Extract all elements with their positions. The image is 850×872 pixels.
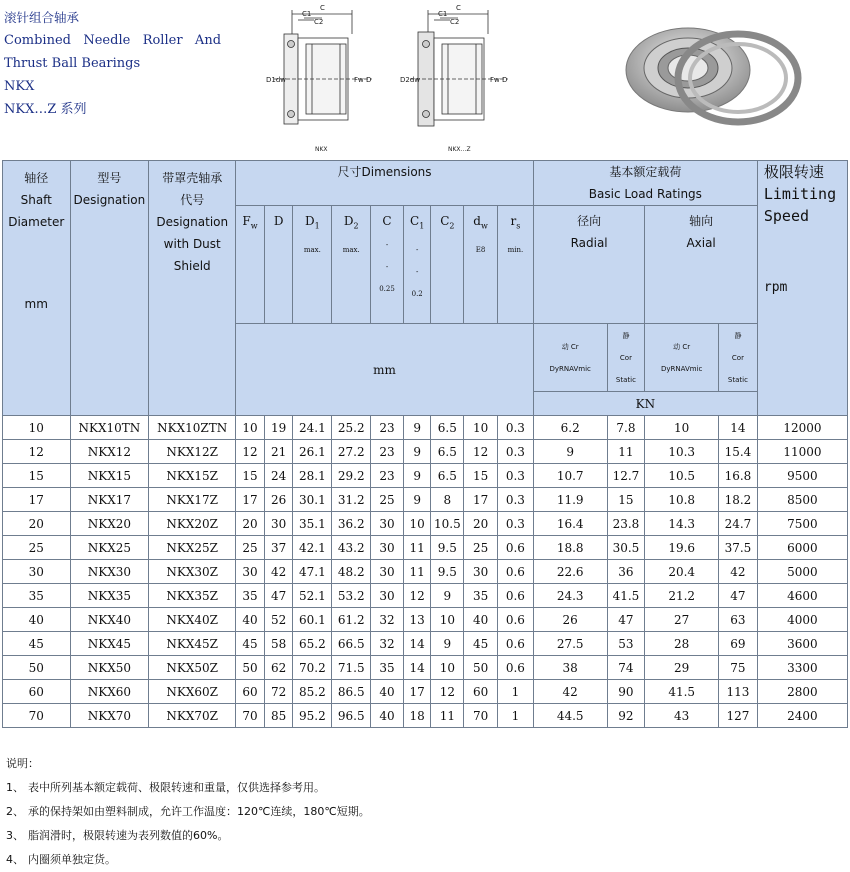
cell-limiting-speed: 2800 [757,680,847,704]
cell-c2: 9 [431,584,464,608]
dim-c2-label: C2 [314,18,324,26]
cell-axial-cor: 113 [719,680,758,704]
header-dim-unit: mm [236,324,534,416]
cell-axial-cr: 29 [645,656,719,680]
cell-c1: 9 [403,440,431,464]
cell-fw: 70 [236,704,265,728]
cell-radial-cor: 90 [607,680,645,704]
header-axial-static: 静 Cor Static [719,324,758,392]
cell-dw: 20 [464,512,498,536]
cell-shaft: 15 [3,464,71,488]
table-row [3,704,848,728]
cell-d: 19 [264,416,293,440]
cell-designation: NKX35 [70,584,149,608]
header-fw: $F_w$ [236,206,265,324]
cell-dw: 12 [464,440,498,464]
cell-rs: 0.3 [497,464,533,488]
cell-fw: 35 [236,584,265,608]
cell-c2: 11 [431,704,464,728]
cell-axial-cr: 10.8 [645,488,719,512]
dim-fwd-label: Fw D [354,76,372,84]
cell-limiting-speed: 2400 [757,704,847,728]
cell-dw: 15 [464,464,498,488]
nkxz-section-diagram [398,4,518,132]
cell-limiting-speed: 8500 [757,488,847,512]
table-row [3,416,848,440]
cell-d2: 61.2 [332,608,371,632]
spec-table-body [3,416,848,728]
cell-c2: 6.5 [431,440,464,464]
header-load-unit: KN [533,392,757,416]
cell-c1: 9 [403,464,431,488]
nkx-diagram-label: NKX [315,146,328,153]
cell-radial-cor: 36 [607,560,645,584]
cell-axial-cr: 21.2 [645,584,719,608]
cell-d: 72 [264,680,293,704]
cell-c2: 9.5 [431,560,464,584]
cell-c1: 9 [403,488,431,512]
dim-c1-label-z: C1 [438,10,448,18]
cell-c: 32 [371,608,404,632]
cell-axial-cr: 28 [645,632,719,656]
cell-radial-cor: 12.7 [607,464,645,488]
cell-d2: 31.2 [332,488,371,512]
cell-radial-cor: 53 [607,632,645,656]
cell-radial-cor: 47 [607,608,645,632]
cell-designation: NKX45 [70,632,149,656]
cell-axial-cor: 18.2 [719,488,758,512]
cell-dust-designation: NKX17Z [149,488,236,512]
table-row [3,440,848,464]
cell-rs: 0.6 [497,656,533,680]
cell-d2: 25.2 [332,416,371,440]
cell-shaft: 60 [3,680,71,704]
cell-limiting-speed: 5000 [757,560,847,584]
cell-shaft: 35 [3,584,71,608]
cell-dust-designation: NKX45Z [149,632,236,656]
cell-c2: 10 [431,656,464,680]
cell-c: 40 [371,704,404,728]
table-row [3,536,848,560]
cell-d: 30 [264,512,293,536]
cell-radial-cr: 42 [533,680,607,704]
cell-radial-cr: 6.2 [533,416,607,440]
cell-d1: 35.1 [293,512,332,536]
cell-radial-cor: 30.5 [607,536,645,560]
cell-designation: NKX50 [70,656,149,680]
cell-limiting-speed: 3600 [757,632,847,656]
cell-radial-cr: 26 [533,608,607,632]
header-dw: $d_w$ E8 [464,206,498,324]
cell-shaft: 25 [3,536,71,560]
title-en-line1: Combined Needle Roller And [4,33,222,48]
cell-d2: 66.5 [332,632,371,656]
bearing-photo [618,10,808,130]
cell-designation: NKX60 [70,680,149,704]
cell-c: 32 [371,632,404,656]
title-cn: 滚针组合轴承 [4,10,80,25]
cell-axial-cr: 10.3 [645,440,719,464]
cell-axial-cr: 10.5 [645,464,719,488]
note-item-3: 3、 脂润滑时，极限转速为表列数值的60%。 [6,829,229,842]
cell-designation: NKX25 [70,536,149,560]
cell-axial-cor: 37.5 [719,536,758,560]
table-row [3,488,848,512]
cell-dw: 30 [464,560,498,584]
cell-axial-cr: 41.5 [645,680,719,704]
cell-axial-cor: 75 [719,656,758,680]
cell-axial-cor: 16.8 [719,464,758,488]
cell-c: 40 [371,680,404,704]
cell-radial-cr: 9 [533,440,607,464]
table-row [3,560,848,584]
cell-c1: 13 [403,608,431,632]
cell-fw: 20 [236,512,265,536]
cell-rs: 0.6 [497,632,533,656]
cell-fw: 45 [236,632,265,656]
cell-axial-cr: 20.4 [645,560,719,584]
cell-c2: 10 [431,608,464,632]
cell-c: 30 [371,536,404,560]
dim-c-label: C [320,4,325,12]
note-item-4: 4、 内圈须单独定货。 [6,853,116,866]
cell-dust-designation: NKX60Z [149,680,236,704]
title-block [4,6,221,121]
cell-dw: 45 [464,632,498,656]
cell-c: 25 [371,488,404,512]
cell-dw: 40 [464,608,498,632]
cell-radial-cor: 92 [607,704,645,728]
cell-dust-designation: NKX15Z [149,464,236,488]
cell-c1: 11 [403,560,431,584]
cell-radial-cr: 16.4 [533,512,607,536]
cell-radial-cor: 7.8 [607,416,645,440]
cell-axial-cr: 10 [645,416,719,440]
cell-d2: 36.2 [332,512,371,536]
cell-radial-cor: 23.8 [607,512,645,536]
cell-radial-cr: 44.5 [533,704,607,728]
cell-limiting-speed: 6000 [757,536,847,560]
header-axial-dynamic: 动 Cr DyRNAVmic [645,324,719,392]
cell-dust-designation: NKX12Z [149,440,236,464]
dim-c1-label: C1 [302,10,312,18]
table-row [3,464,848,488]
header-d2: $D_2$ max. [332,206,371,324]
cell-c1: 12 [403,584,431,608]
cell-d1: 42.1 [293,536,332,560]
cell-d2: 29.2 [332,464,371,488]
cell-d: 52 [264,608,293,632]
header-c: C - - 0.25 [371,206,404,324]
cell-axial-cr: 27 [645,608,719,632]
cell-d1: 65.2 [293,632,332,656]
note-item-1: 1、 表中所列基本额定载荷、极限转速和重量，仅供选择参考用。 [6,781,325,794]
cell-designation: NKX15 [70,464,149,488]
cell-d1: 52.1 [293,584,332,608]
cell-limiting-speed: 9500 [757,464,847,488]
cell-rs: 0.3 [497,416,533,440]
cell-c: 30 [371,584,404,608]
table-row [3,656,848,680]
cell-rs: 0.6 [497,560,533,584]
cell-fw: 15 [236,464,265,488]
cell-dw: 10 [464,416,498,440]
cell-limiting-speed: 4600 [757,584,847,608]
cell-d: 26 [264,488,293,512]
cell-rs: 0.6 [497,608,533,632]
cell-c: 30 [371,512,404,536]
table-row [3,680,848,704]
cell-c2: 12 [431,680,464,704]
cell-c: 23 [371,440,404,464]
cell-shaft: 12 [3,440,71,464]
cell-d1: 24.1 [293,416,332,440]
cell-dust-designation: NKX70Z [149,704,236,728]
cell-dust-designation: NKX40Z [149,608,236,632]
header-designation: 型号 Designation [70,161,149,416]
cell-dust-designation: NKX25Z [149,536,236,560]
header-radial-static: 静 Cor Static [607,324,645,392]
header-c1: $C_1$ - - 0.2 [403,206,431,324]
cell-axial-cor: 63 [719,608,758,632]
cell-d1: 60.1 [293,608,332,632]
cell-radial-cor: 74 [607,656,645,680]
header-radial-dynamic: 动 Cr DyRNAVmic [533,324,607,392]
cell-d1: 28.1 [293,464,332,488]
header-radial: 径向 Radial [533,206,644,324]
header-dust-shield: 带罩壳轴承 代号 Designation with Dust Shield [149,161,236,416]
cell-c2: 8 [431,488,464,512]
notes-section [6,752,370,872]
cell-axial-cr: 14.3 [645,512,719,536]
cell-shaft: 17 [3,488,71,512]
cell-c1: 14 [403,632,431,656]
cell-dust-designation: NKX50Z [149,656,236,680]
cell-d1: 30.1 [293,488,332,512]
cell-rs: 0.6 [497,536,533,560]
cell-c: 23 [371,464,404,488]
cell-radial-cr: 38 [533,656,607,680]
cell-axial-cr: 43 [645,704,719,728]
cell-fw: 50 [236,656,265,680]
cell-axial-cor: 24.7 [719,512,758,536]
cell-rs: 1 [497,680,533,704]
dim-fwd-label-z: Fw D [490,76,508,84]
cell-c2: 10.5 [431,512,464,536]
header-d1: $D_1$ max. [293,206,332,324]
table-row [3,608,848,632]
cell-radial-cor: 41.5 [607,584,645,608]
nkxz-diagram-label: NKX…Z [448,146,471,153]
dim-d2dw-label: D2dw [400,76,421,84]
cell-shaft: 50 [3,656,71,680]
cell-radial-cr: 11.9 [533,488,607,512]
cell-d: 58 [264,632,293,656]
cell-d1: 70.2 [293,656,332,680]
cell-radial-cr: 27.5 [533,632,607,656]
cell-d1: 47.1 [293,560,332,584]
cell-dw: 70 [464,704,498,728]
cell-designation: NKX30 [70,560,149,584]
cell-fw: 25 [236,536,265,560]
cell-designation: NKX10TN [70,416,149,440]
cell-c2: 6.5 [431,464,464,488]
cell-limiting-speed: 12000 [757,416,847,440]
cell-shaft: 20 [3,512,71,536]
cell-axial-cor: 14 [719,416,758,440]
cell-radial-cor: 11 [607,440,645,464]
series-nkxz: NKX…Z 系列 [4,102,87,117]
nkx-section-diagram [262,4,382,132]
cell-fw: 30 [236,560,265,584]
header-dimensions: 尺寸Dimensions [236,161,534,206]
cell-designation: NKX70 [70,704,149,728]
cell-d1: 95.2 [293,704,332,728]
cell-d2: 43.2 [332,536,371,560]
cell-radial-cr: 18.8 [533,536,607,560]
header-limiting-speed: 极限转速 Limiting Speed rpm [757,161,847,416]
cell-d: 37 [264,536,293,560]
cell-d1: 26.1 [293,440,332,464]
cell-rs: 0.3 [497,512,533,536]
cell-c1: 18 [403,704,431,728]
cell-d2: 27.2 [332,440,371,464]
cell-c1: 9 [403,416,431,440]
cell-rs: 0.3 [497,440,533,464]
header-rs: $r_s$ min. [497,206,533,324]
cell-dw: 35 [464,584,498,608]
note-item-2: 2、 承的保持架如由塑料制成，允许工作温度：120℃连续，180℃短期。 [6,805,370,818]
dim-c-label-z: C [456,4,461,12]
cell-rs: 0.6 [497,584,533,608]
header-d: D [264,206,293,324]
header-c2: $C_2$ [431,206,464,324]
cell-c1: 14 [403,656,431,680]
cell-dw: 17 [464,488,498,512]
cell-c2: 6.5 [431,416,464,440]
cell-radial-cr: 10.7 [533,464,607,488]
header-axial: 轴向 Axial [645,206,758,324]
cell-axial-cor: 47 [719,584,758,608]
cell-d: 85 [264,704,293,728]
cell-limiting-speed: 7500 [757,512,847,536]
cell-dw: 25 [464,536,498,560]
bearing-spec-table [2,160,848,728]
table-row [3,512,848,536]
cell-shaft: 10 [3,416,71,440]
cell-limiting-speed: 11000 [757,440,847,464]
cell-c: 23 [371,416,404,440]
cell-shaft: 40 [3,608,71,632]
header-shaft-diameter: 轴径 Shaft Diameter mm [3,161,71,416]
cell-limiting-speed: 3300 [757,656,847,680]
cell-d: 62 [264,656,293,680]
cell-c1: 17 [403,680,431,704]
cell-dust-designation: NKX20Z [149,512,236,536]
cell-radial-cr: 24.3 [533,584,607,608]
cell-axial-cr: 19.6 [645,536,719,560]
cell-d2: 86.5 [332,680,371,704]
cell-limiting-speed: 4000 [757,608,847,632]
cell-d: 47 [264,584,293,608]
cell-d2: 53.2 [332,584,371,608]
cell-d: 42 [264,560,293,584]
cell-d1: 85.2 [293,680,332,704]
cell-d: 21 [264,440,293,464]
cell-d: 24 [264,464,293,488]
table-row [3,632,848,656]
cell-d2: 96.5 [332,704,371,728]
cell-dw: 60 [464,680,498,704]
cell-fw: 10 [236,416,265,440]
cell-shaft: 45 [3,632,71,656]
table-row [3,584,848,608]
cell-designation: NKX20 [70,512,149,536]
dim-c2-label-z: C2 [450,18,460,26]
cell-axial-cor: 42 [719,560,758,584]
cell-fw: 40 [236,608,265,632]
cell-shaft: 30 [3,560,71,584]
cell-fw: 12 [236,440,265,464]
cell-dust-designation: NKX10ZTN [149,416,236,440]
notes-heading: 说明： [6,757,39,770]
cell-radial-cr: 22.6 [533,560,607,584]
cell-d2: 48.2 [332,560,371,584]
cell-dw: 50 [464,656,498,680]
cell-c: 35 [371,656,404,680]
page-header [0,0,850,160]
title-en-line2: Thrust Ball Bearings [4,56,141,71]
cell-c1: 10 [403,512,431,536]
cell-axial-cor: 127 [719,704,758,728]
series-nkx: NKX [4,79,35,94]
cell-designation: NKX12 [70,440,149,464]
cell-rs: 0.3 [497,488,533,512]
cell-radial-cor: 15 [607,488,645,512]
cell-designation: NKX17 [70,488,149,512]
dim-d1dw-label: D1dw [266,76,287,84]
cell-d2: 71.5 [332,656,371,680]
cell-c: 30 [371,560,404,584]
cell-shaft: 70 [3,704,71,728]
header-basic-load: 基本额定载荷 Basic Load Ratings [533,161,757,206]
cell-dust-designation: NKX35Z [149,584,236,608]
cell-fw: 17 [236,488,265,512]
cell-dust-designation: NKX30Z [149,560,236,584]
cell-fw: 60 [236,680,265,704]
cell-c2: 9 [431,632,464,656]
cell-designation: NKX40 [70,608,149,632]
cell-c1: 11 [403,536,431,560]
cell-axial-cor: 15.4 [719,440,758,464]
cell-rs: 1 [497,704,533,728]
cell-axial-cor: 69 [719,632,758,656]
cell-c2: 9.5 [431,536,464,560]
